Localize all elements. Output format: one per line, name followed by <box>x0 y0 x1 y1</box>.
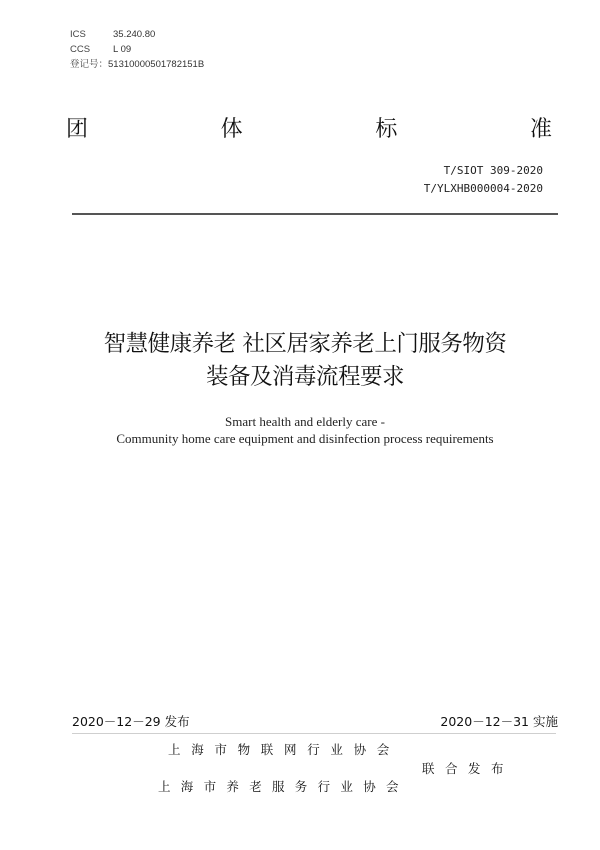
publisher-org-2: 上海市养老服务行业协会 <box>158 779 409 794</box>
heading-char: 体 <box>220 117 243 142</box>
joint-publish-label: 联合发布 <box>422 761 515 776</box>
title-cn-line2: 装备及消毒流程要求 <box>205 364 404 390</box>
registration-value: 51310000501782151B <box>108 59 205 70</box>
implementation-date: 2020－12－31 实施 <box>440 714 558 729</box>
registration-row <box>70 58 204 72</box>
publisher-org-1: 上海市物联网行业协会 <box>168 742 401 757</box>
standard-code-primary: T/SIOT 309-2020 <box>443 164 543 177</box>
top-divider <box>72 213 558 215</box>
title-en-line1: Smart health and elderly care - <box>225 414 385 429</box>
heading-char: 准 <box>529 117 552 142</box>
registration-label: 登记号： <box>70 59 109 70</box>
ccs-row <box>70 43 131 57</box>
standard-code-secondary: T/YLXHB000004-2020 <box>423 182 543 195</box>
title-cn-line1: 智慧健康养老 社区居家养老上门服务物资 <box>103 331 507 357</box>
ics-value: 35.240.80 <box>113 29 156 40</box>
title-en-line2: Community home care equipment and disinfection process requirements <box>116 431 494 446</box>
standard-codes <box>424 162 543 198</box>
heading-char: 团 <box>66 117 89 142</box>
heading-char: 标 <box>375 117 398 142</box>
ics-row <box>70 28 155 42</box>
ics-label: ICS <box>70 29 86 40</box>
bottom-divider <box>72 733 556 734</box>
ccs-label: CCS <box>70 44 91 55</box>
issue-date: 2020－12－29 发布 <box>72 714 190 729</box>
group-standard-heading <box>66 115 552 145</box>
ccs-value: L 09 <box>113 44 132 55</box>
